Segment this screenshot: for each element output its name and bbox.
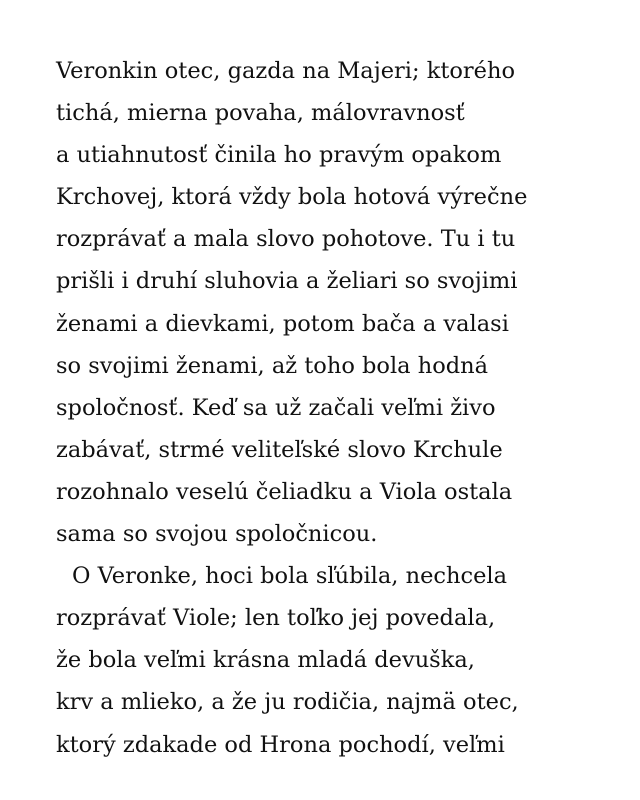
text-line: krv a mlieko, a že ju rodičia, najmä otec, <box>56 689 519 716</box>
text-line: rozprávať Viole; len toľko jej povedala, <box>56 605 496 632</box>
text-line: Krchovej, ktorá vždy bola hotová výrečne <box>56 184 528 211</box>
text-line: a utiahnutosť činila ho pravým opakom <box>56 142 502 169</box>
text-line: spoločnosť. Keď sa už začali veľmi živo <box>56 394 496 421</box>
text-line: rozprávať a mala slovo pohotove. Tu i tu <box>56 226 516 253</box>
text-line: Veronkin otec, gazda na Majeri; ktorého <box>56 58 516 84</box>
paragraph-1 <box>56 50 616 555</box>
text-line: rozohnalo veselú čeliadku a Viola ostala <box>56 478 513 505</box>
text-line: tichá, mierna povaha, málovravnosť <box>56 100 465 127</box>
paragraph-2 <box>56 555 616 765</box>
text-line: prišli i druhí sluhovia a želiari so svojimi <box>56 268 518 295</box>
text-line: ktorý zdakade od Hrona pochodí, veľmi <box>56 731 505 758</box>
text-line: O Veronke, hoci bola sľúbila, nechcela <box>72 563 508 590</box>
text-line: so svojimi ženami, až toho bola hodná <box>56 352 489 379</box>
text-line: ženami a dievkami, potom bača a valasi <box>56 310 509 337</box>
text-line: že bola veľmi krásna mladá devuška, <box>56 647 475 674</box>
page-text <box>56 50 616 766</box>
text-line: sama so svojou spoločnicou. <box>56 521 378 548</box>
text-line: zabávať, strmé veliteľské slovo Krchule <box>56 436 503 463</box>
